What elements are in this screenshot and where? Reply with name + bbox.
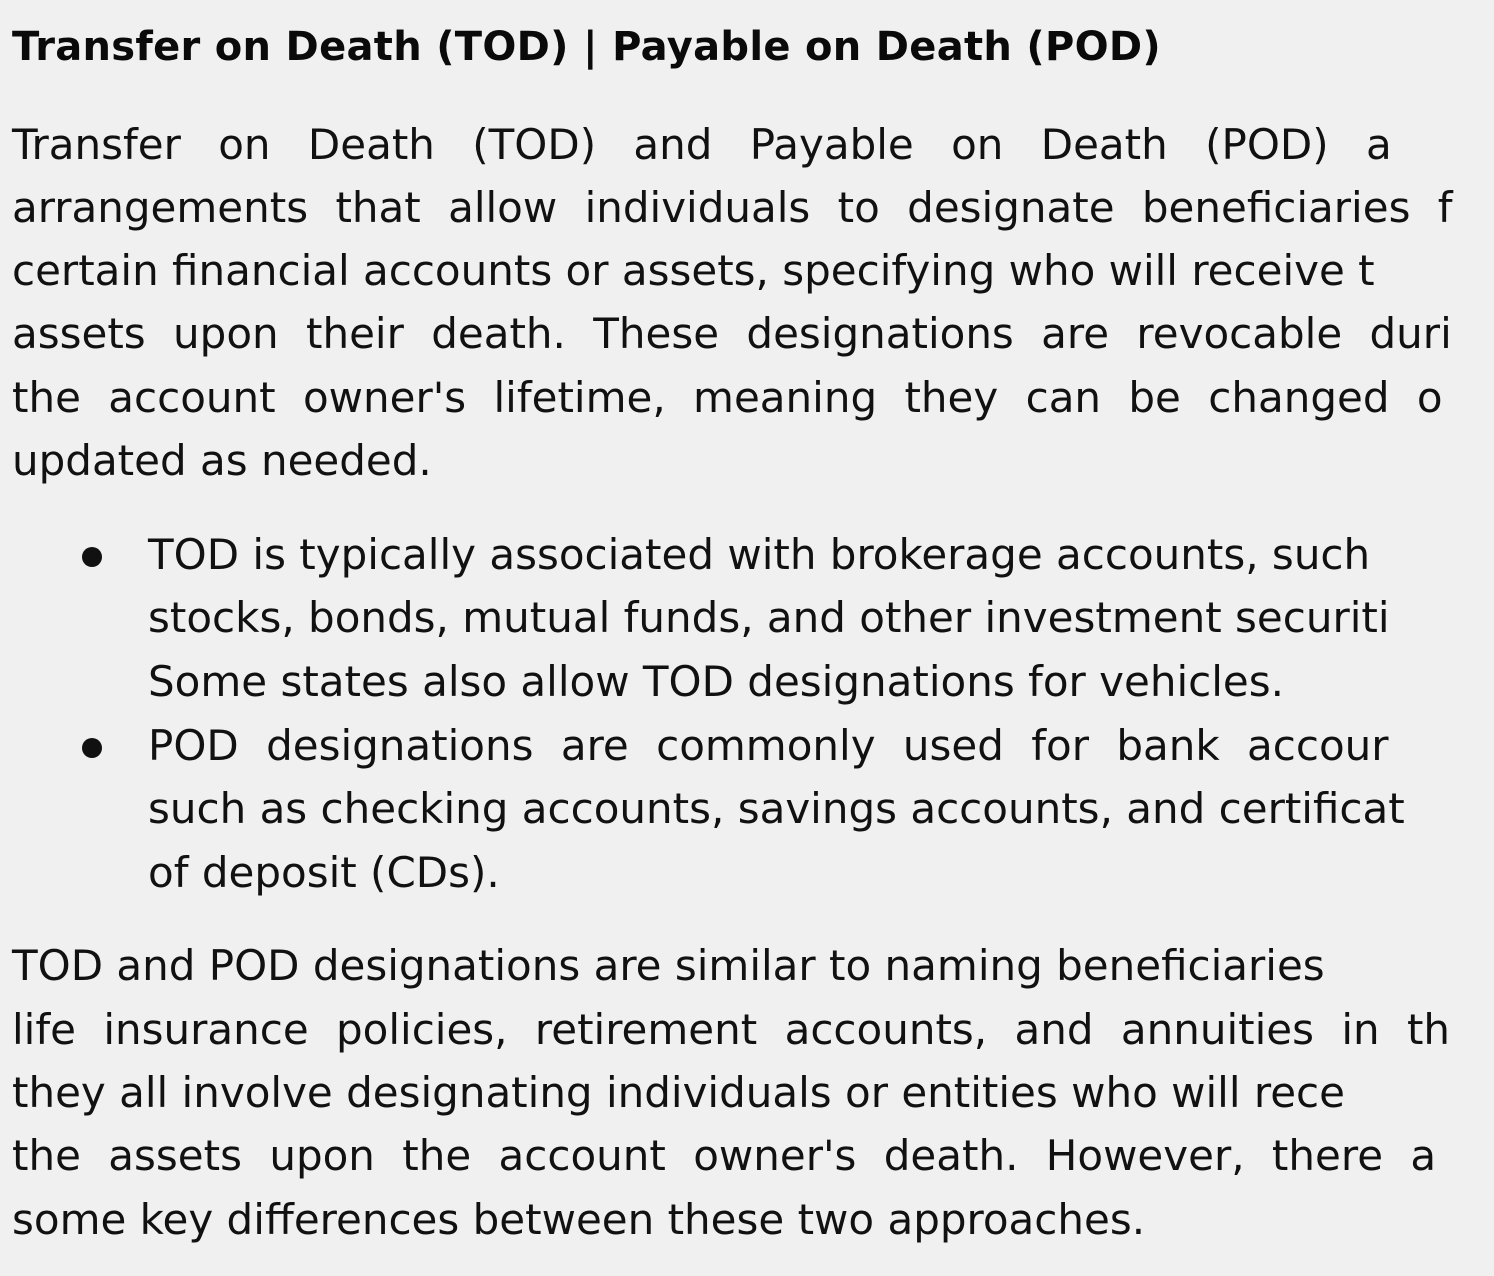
bullet-dot-icon [82, 547, 102, 567]
paragraph-line: they all involve designating individuals or entities who will rece [12, 1068, 1345, 1117]
paragraph-line: Transfer on Death (TOD) and Payable on Death (POD) a [12, 120, 1392, 169]
paragraph-line: certain financial accounts or assets, specifying who will receive t [12, 246, 1375, 295]
paragraph-line: the account owner's lifetime, meaning they can be changed o [12, 373, 1443, 422]
paragraph-line: assets upon their death. These designations are revocable duri [12, 309, 1452, 358]
list-item-line: stocks, bonds, mutual funds, and other investment securiti [148, 593, 1390, 642]
list-item-line: POD designations are commonly used for bank accour [148, 721, 1389, 770]
paragraph-line: TOD and POD designations are similar to naming beneficiaries [12, 941, 1325, 990]
paragraph-line: some key differences between these two approaches. [12, 1195, 1146, 1244]
page-title: Transfer on Death (TOD) | Payable on Death (POD) [12, 24, 1162, 70]
paragraph-line: updated as needed. [12, 436, 432, 485]
list-item-line: TOD is typically associated with brokerage accounts, such [148, 530, 1371, 579]
paragraph-line: the assets upon the account owner's death. However, there a [12, 1131, 1437, 1180]
paragraph-line: arrangements that allow individuals to designate beneficiaries f [12, 183, 1453, 232]
list-item-line: of deposit (CDs). [148, 848, 500, 897]
bullet-dot-icon [82, 738, 102, 758]
paragraph-line: life insurance policies, retirement accounts, and annuities in th [12, 1005, 1451, 1054]
list-item-line: such as checking accounts, savings accounts, and certificat [148, 784, 1405, 833]
list-item-line: Some states also allow TOD designations for vehicles. [148, 657, 1284, 706]
